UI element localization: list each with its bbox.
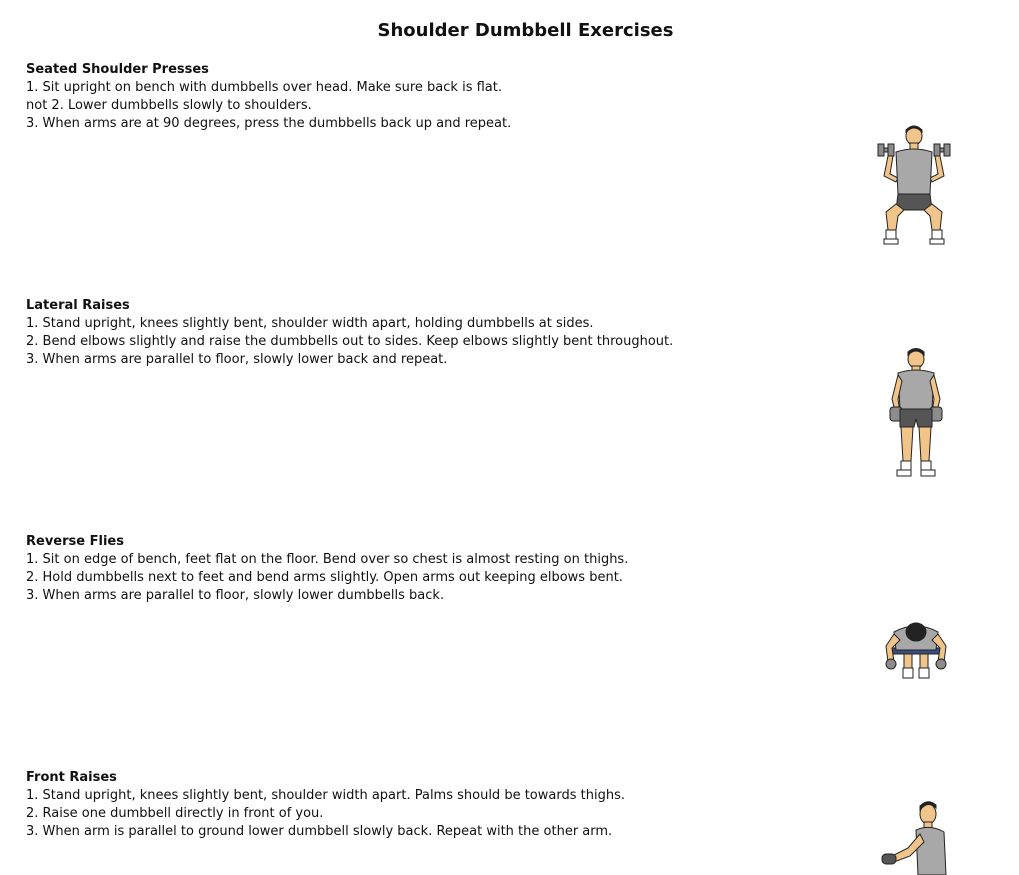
exercise-step: 1. Stand upright, knees slightly bent, shoulder width apart. Palms should be towards thighs. xyxy=(26,788,625,803)
reverse-fly-figure xyxy=(880,618,952,680)
exercise-lateral-raises xyxy=(26,297,986,369)
seated-shoulder-press-figure xyxy=(874,124,954,250)
exercise-step: 2. Bend elbows slightly and raise the dumbbells out to sides. Keep elbows slightly bent throughout. xyxy=(26,334,674,349)
exercise-seated-shoulder-presses xyxy=(26,61,986,133)
exercise-reverse-flies xyxy=(26,533,986,605)
exercise-step: 2. Hold dumbbells next to feet and bend arms slightly. Open arms out keeping elbows bent. xyxy=(26,570,623,585)
exercise-step: 3. When arms are parallel to floor, slowly lower back and repeat. xyxy=(26,352,448,367)
exercise-step: 1. Sit upright on bench with dumbbells over head. Make sure back is flat. xyxy=(26,80,502,95)
exercise-step: 1. Sit on edge of bench, feet flat on the floor. Bend over so chest is almost resting on thighs. xyxy=(26,552,629,567)
exercise-step: 3. When arms are parallel to floor, slowly lower dumbbells back. xyxy=(26,588,445,603)
exercise-title: Seated Shoulder Presses xyxy=(26,62,209,77)
exercise-title: Reverse Flies xyxy=(26,534,124,549)
front-raise-figure xyxy=(878,800,954,875)
exercise-front-raises xyxy=(26,769,986,841)
exercise-step: 2. Raise one dumbbell directly in front of you. xyxy=(26,806,324,821)
exercise-step: 1. Stand upright, knees slightly bent, shoulder width apart, holding dumbbells at sides. xyxy=(26,316,594,331)
exercise-step: not 2. Lower dumbbells slowly to shoulders. xyxy=(26,98,312,113)
exercise-step: 3. When arms are at 90 degrees, press the dumbbells back up and repeat. xyxy=(26,116,512,131)
lateral-raise-figure xyxy=(886,347,946,481)
exercise-step: 3. When arm is parallel to ground lower dumbbell slowly back. Repeat with the other arm. xyxy=(26,824,613,839)
page-title: Shoulder Dumbbell Exercises xyxy=(377,20,674,41)
exercise-title: Lateral Raises xyxy=(26,298,130,313)
exercise-title: Front Raises xyxy=(26,770,117,785)
